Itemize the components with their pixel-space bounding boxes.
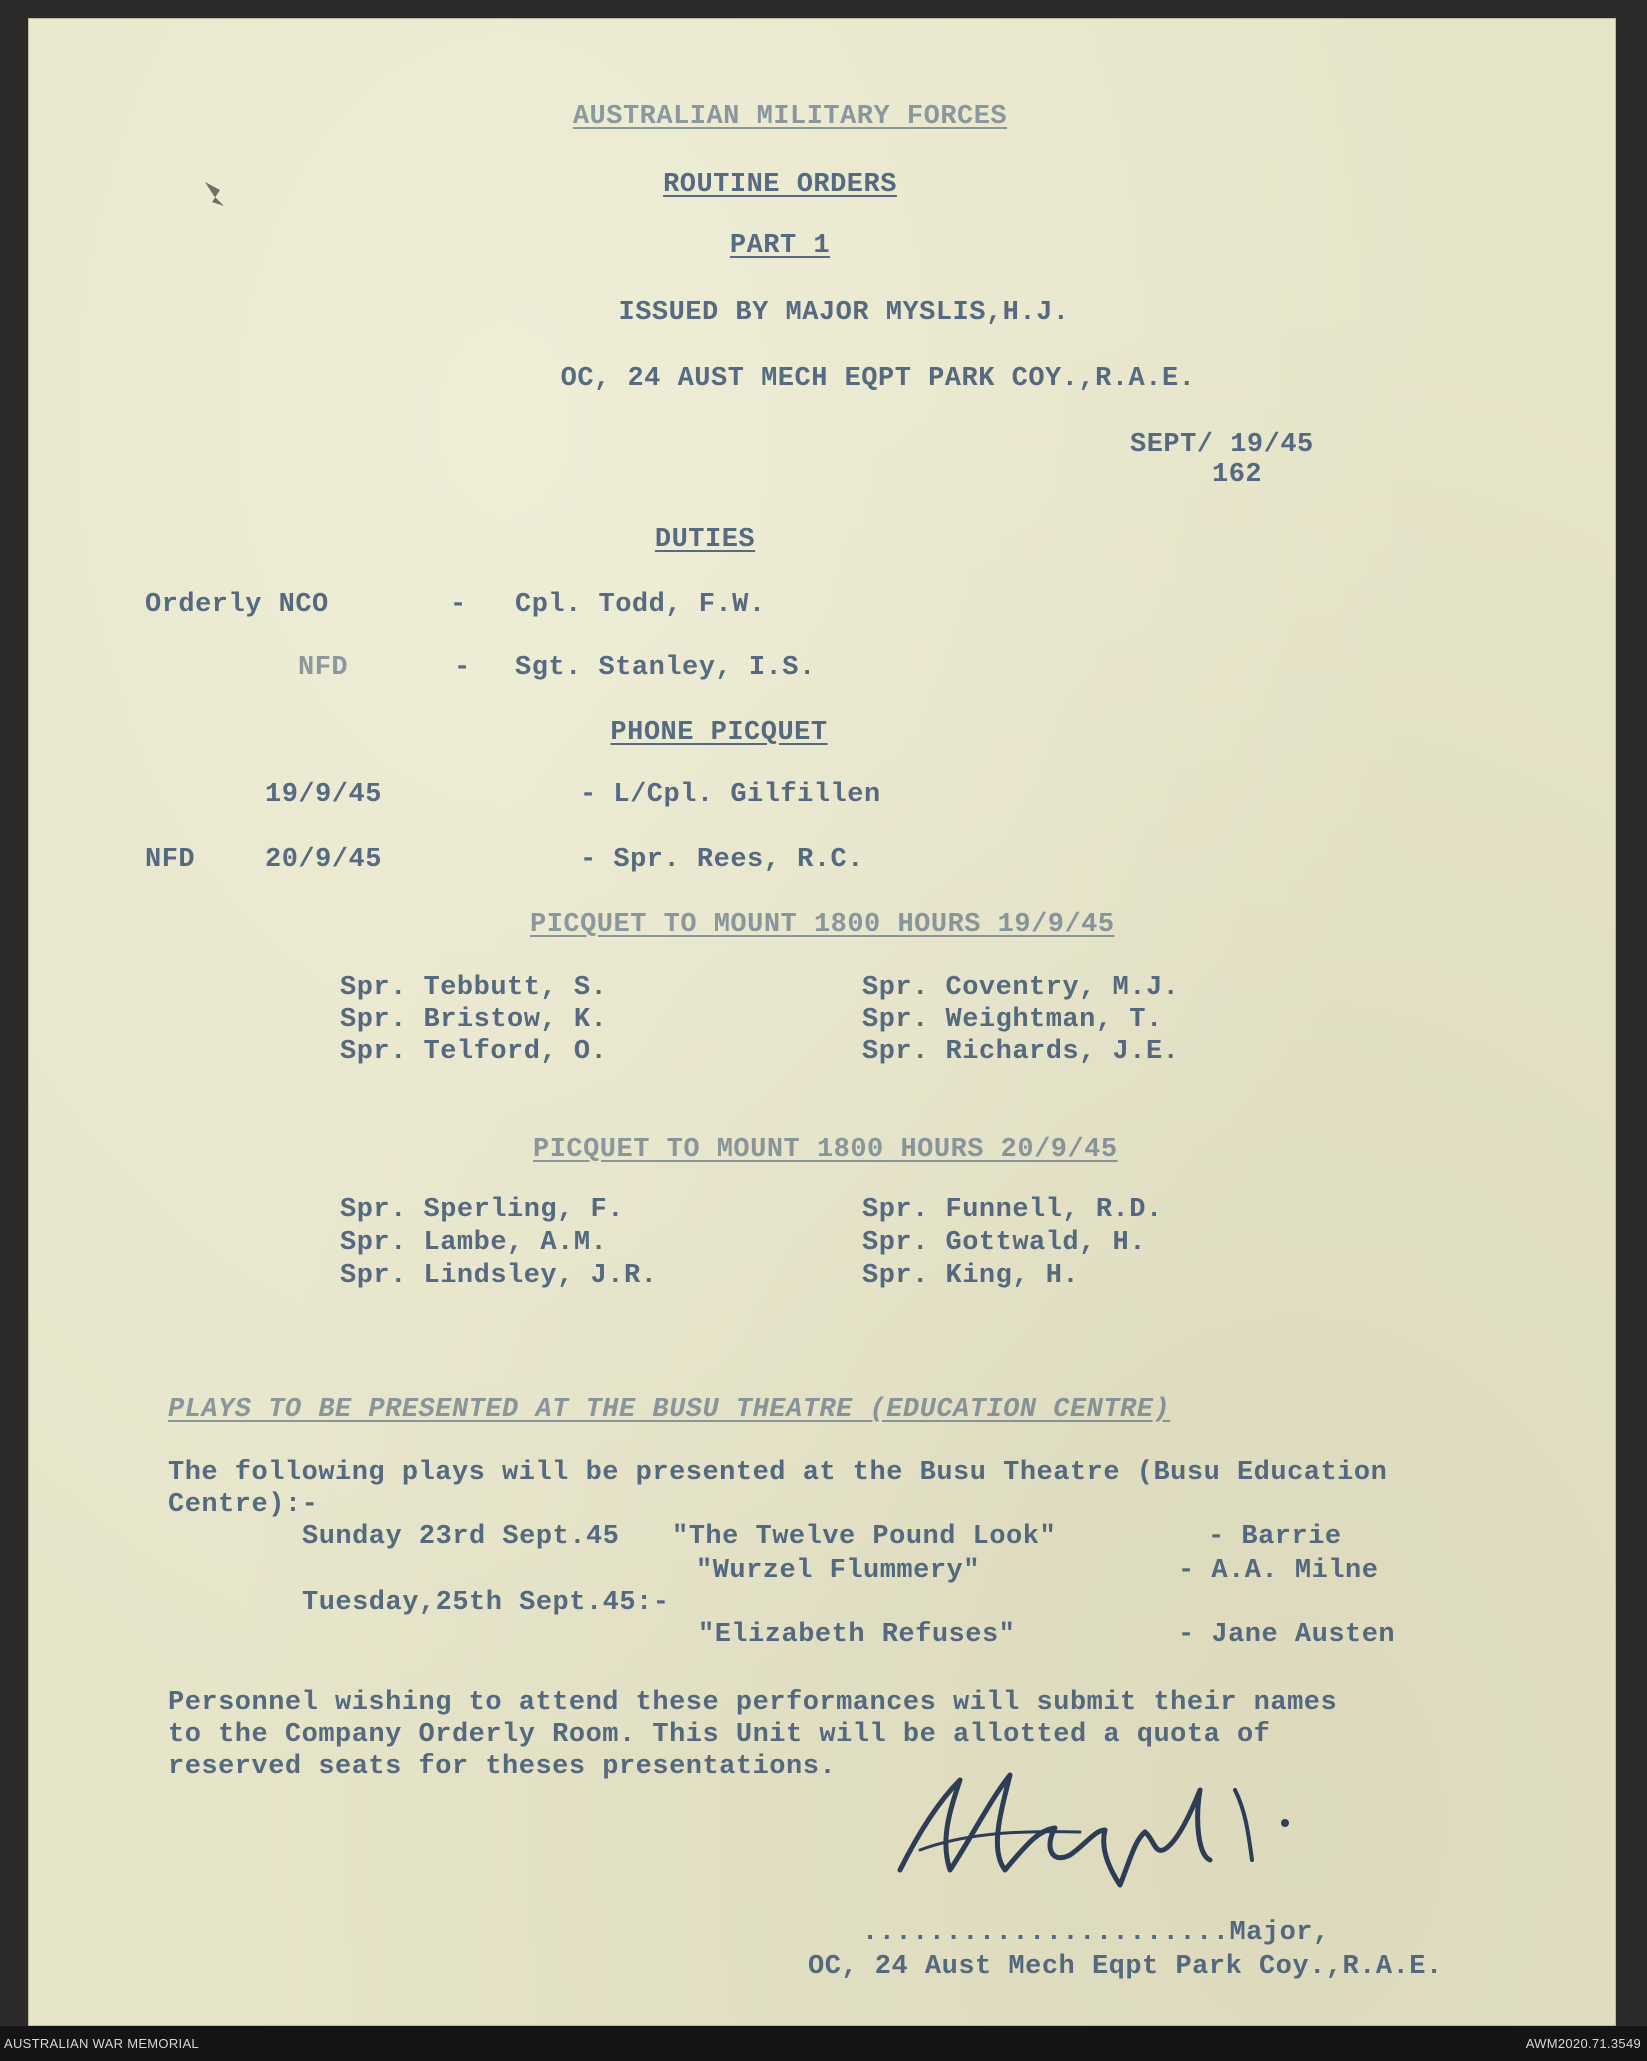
duties-heading: DUTIES [654,525,756,555]
picquet-name: - Spr. Rees, R.C. [580,845,864,875]
plays-intro-line-1: The following plays will be presented at the Busu Theatre (Busu Education [168,1458,1388,1488]
plays-heading: PLAYS TO BE PRESENTED AT THE BUSU THEATRE (EDUCATION CENTRE) [168,1395,1171,1425]
picquet2-right-2: Spr. Gottwald, H. [862,1228,1146,1258]
picquet1-right-2: Spr. Weightman, T. [862,1005,1163,1035]
handwritten-signature [880,1720,1330,1900]
header-line-1: AUSTRALIAN MILITARY FORCES [572,102,1008,132]
play-title-2: "Wurzel Flummery" [696,1556,980,1586]
plays-intro-line-2: Centre):- [168,1490,319,1520]
duty-role: Orderly NCO [145,590,329,620]
footer-left: AUSTRALIAN WAR MEMORIAL [4,2036,199,2051]
picquet1-right-3: Spr. Richards, J.E. [862,1037,1180,1067]
picquet-name: - L/Cpl. Gilfillen [580,780,881,810]
plays-note-line-3: reserved seats for theses presentations. [168,1752,837,1782]
picquet2-right-1: Spr. Funnell, R.D. [862,1195,1163,1225]
picquet2-right-3: Spr. King, H. [862,1261,1080,1291]
plays-note-line-1: Personnel wishing to attend these performances will submit their names [168,1688,1338,1718]
play-title-3: "Elizabeth Refuses" [698,1620,1016,1650]
duty-dash: - [450,590,467,620]
picquet-prefix: NFD [145,845,196,875]
play-day-2: Tuesday,25th Sept.45:- [302,1588,670,1618]
footer-right: AWM2020.71.3549 [1525,2036,1641,2051]
duty-dash: - [454,653,471,683]
picquet1-right-1: Spr. Coventry, M.J. [862,973,1180,1003]
picquet1-left-1: Spr. Tebbutt, S. [340,973,608,1003]
header-line-5: OC, 24 AUST MECH EQPT PARK COY.,R.A.E. [560,364,1196,394]
signature-unit: OC, 24 Aust Mech Eqpt Park Coy.,R.A.E. [808,1952,1443,1982]
duty-role: NFD [298,653,349,683]
picquet-date: 19/9/45 [265,780,382,810]
plays-note-line-2: to the Company Orderly Room. This Unit will be allotted a quota of [168,1720,1271,1750]
picquet2-left-1: Spr. Sperling, F. [340,1195,624,1225]
picquet1-left-2: Spr. Bristow, K. [340,1005,608,1035]
header-line-2: ROUTINE ORDERS [663,170,897,200]
picquet1-heading: PICQUET TO MOUNT 1800 HOURS 19/9/45 [530,910,1115,940]
play-day-1: Sunday 23rd Sept.45 [302,1522,620,1552]
picquet2-heading: PICQUET TO MOUNT 1800 HOURS 20/9/45 [533,1135,1118,1165]
play-title-1: "The Twelve Pound Look" [672,1522,1057,1552]
picquet-date: 20/9/45 [265,845,382,875]
duty-name: Cpl. Todd, F.W. [515,590,766,620]
play-author-1: - Barrie [1208,1522,1342,1552]
order-date: SEPT/ 19/45 [1130,430,1314,460]
play-author-2: - A.A. Milne [1178,1556,1379,1586]
order-number: 162 [1212,460,1263,490]
picquet2-left-2: Spr. Lambe, A.M. [340,1228,608,1258]
play-author-3: - Jane Austen [1178,1620,1396,1650]
duty-name: Sgt. Stanley, I.S. [515,653,816,683]
signature-line: ......................Major, [862,1918,1330,1948]
phone-picquet-heading: PHONE PICQUET [610,718,828,748]
picquet1-left-3: Spr. Telford, O. [340,1037,608,1067]
picquet2-left-3: Spr. Lindsley, J.R. [340,1261,658,1291]
header-line-3: PART 1 [729,231,831,261]
header-line-4: ISSUED BY MAJOR MYSLIS,H.J. [618,298,1070,328]
archive-footer [0,2026,1647,2061]
